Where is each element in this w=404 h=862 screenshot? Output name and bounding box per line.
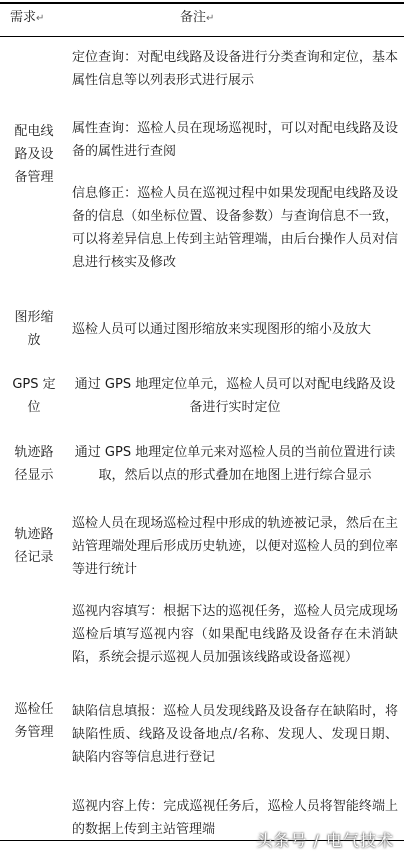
req-zoom: 图形缩放 (14, 310, 54, 348)
note-gps: 通过 GPS 地理定位单元，巡检人员可以对配电线路及设备进行实时定位 (74, 377, 396, 415)
note-track-display: 通过 GPS 地理定位单元来对巡检人员的当前位置进行读取，然后以点的形式叠加在地图上进行综合显示 (74, 445, 396, 483)
watermark: 头条号 / 电气技术 (256, 831, 394, 850)
note-defect-report: 缺陷信息填报：巡检人员发现线路及设备存在缺陷时，将缺陷性质、线路及设备地点/名称、发现人、发现日期、缺陷内容等信息进行登记 (72, 704, 398, 765)
table-top-rule (0, 2, 404, 4)
req-track-record: 轨迹路径记录 (14, 527, 54, 565)
note-attribute-query: 属性查询：巡检人员在现场巡视时，可以对配电线路及设备的属性进行查阅 (72, 121, 398, 159)
req-gps: GPS 定位 (12, 377, 56, 415)
req-track-display: 轨迹路径显示 (14, 445, 54, 483)
note-content-upload: 巡视内容上传：完成巡视任务后，巡检人员将智能终端上的数据上传到主站管理端 (72, 799, 398, 837)
header-requirement: 需求↵ (10, 10, 45, 25)
table-header-rule (0, 36, 404, 37)
note-info-correction: 信息修正：巡检人员在巡视过程中如果发现配电线路及设备的信息（如坐标位置、设备参数）与查询信息不一致，可以将差异信息上传到主站管理端，由后台操作人员对信息进行核实及修改 (72, 186, 398, 270)
note-track-record: 巡检人员在现场巡检过程中形成的轨迹被记录，然后在主站管理端处理后形成历史轨迹，以便对巡检人员的到位率等进行统计 (72, 516, 398, 577)
note-zoom: 巡检人员可以通过图形缩放来实现图形的缩小及放大 (72, 322, 372, 337)
header-note: 备注↵ (180, 10, 215, 25)
req-inspection-task: 巡检任务管理 (14, 702, 54, 740)
note-location-query: 定位查询：对配电线路及设备进行分类查询和定位，基本属性信息等以列表形式进行展示 (72, 50, 398, 88)
note-content-fill: 巡视内容填写：根据下达的巡视任务，巡检人员完成现场巡检后填写巡视内容（如果配电线路及设备存在未消缺陷，系统会提示巡视人员加强该线路或设备巡视） (72, 604, 398, 665)
req-line-equipment: 配电线路及设备管理 (14, 124, 54, 185)
